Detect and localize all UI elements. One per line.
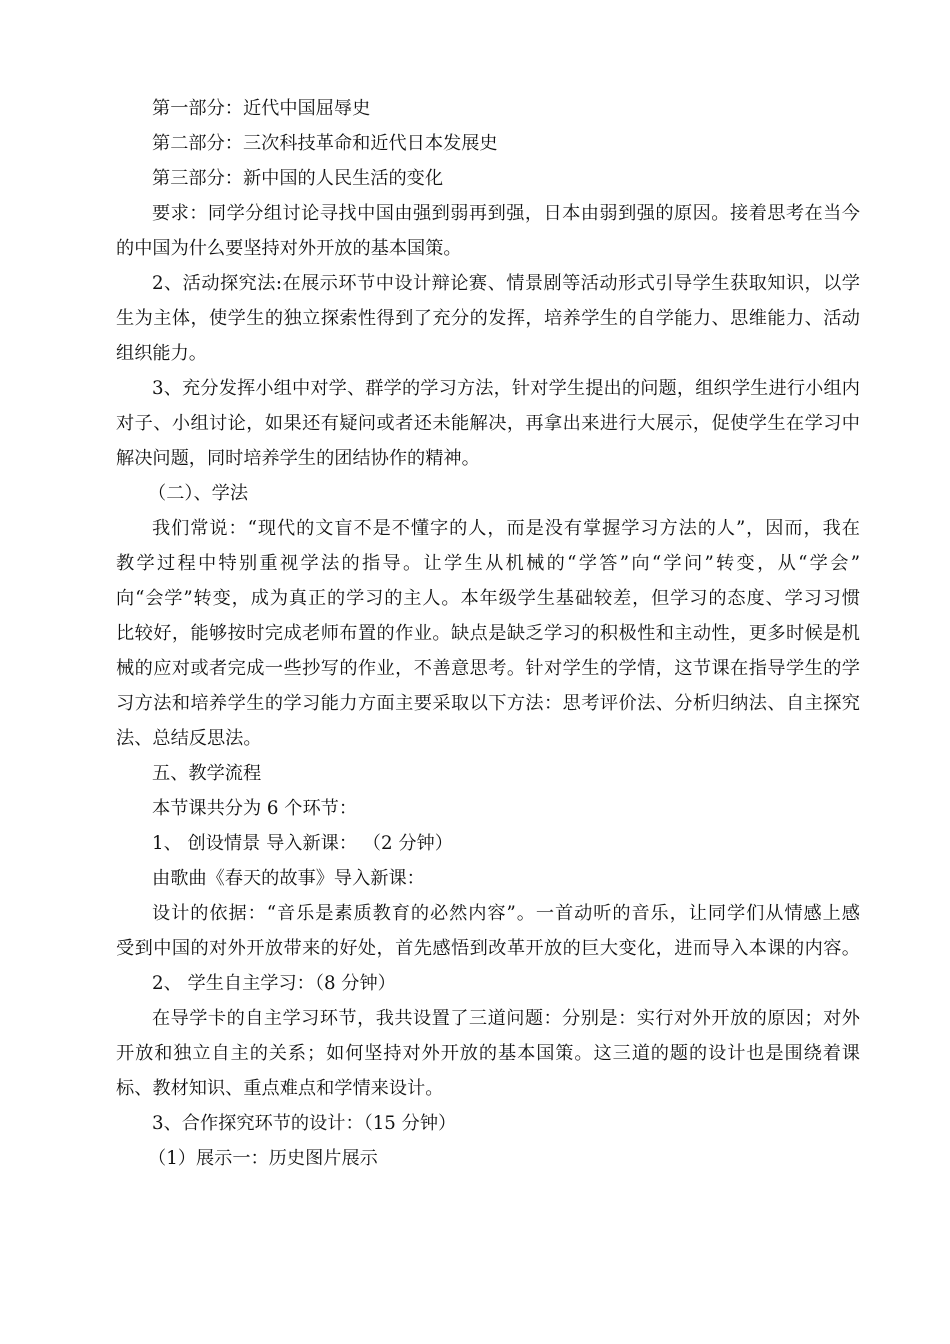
text-line: 开放和独立自主的关系；如何坚持对外开放的基本国策。这三道的题的设计也是围绕着课: [116, 1043, 860, 1064]
text-line: 3、充分发挥小组中对学、群学的学习方法，针对学生提出的问题，组织学生进行小组内: [152, 378, 860, 399]
text-line: 习方法和培养学生的学习能力方面主要采取以下方法：思考评价法、分析归纳法、自主探究: [116, 693, 860, 714]
text-line: 组织能力。: [116, 343, 207, 364]
text-line: 标、教材知识、重点难点和学情来设计。: [116, 1078, 444, 1099]
text-line: 第三部分：新中国的人民生活的变化: [152, 168, 444, 189]
text-line: 生为主体，使学生的独立探索性得到了充分的发挥，培养学生的自学能力、思维能力、活动: [116, 308, 860, 329]
section-heading: （二）、学法: [148, 483, 249, 504]
step-heading: 3、合作探究环节的设计：（15 分钟）: [152, 1113, 457, 1134]
text-line: 第二部分：三次科技革命和近代日本发展史: [152, 133, 498, 154]
text-line: 比较好，能够按时完成老师布置的作业。缺点是缺乏学习的积极性和主动性，更多时候是机: [116, 623, 860, 644]
text-line: 设计的依据：“音乐是素质教育的必然内容”。一首动听的音乐，让同学们从情感上感: [152, 903, 860, 924]
text-line: 对子、小组讨论，如果还有疑问或者还未能解决，再拿出来进行大展示，促使学生在学习中: [116, 413, 860, 434]
sub-step-heading: （1）展示一：历史图片展示: [148, 1148, 378, 1169]
section-heading: 五、教学流程: [152, 763, 262, 784]
step-heading: 2、 学生自主学习：（8 分钟）: [152, 973, 396, 994]
text-line: 向“会学”转变，成为真正的学习的主人。本年级学生基础较差，但学习的态度、学习习惯: [116, 588, 860, 609]
text-line: 第一部分：近代中国屈辱史: [152, 98, 371, 119]
text-line: 我们常说：“现代的文盲不是不懂字的人，而是没有掌握学习方法的人”，因而，我在: [152, 518, 860, 539]
text-line: 要求：同学分组讨论寻找中国由强到弱再到强，日本由弱到强的原因。接着思考在当今: [152, 203, 860, 224]
text-line: 法、总结反思法。: [116, 728, 262, 749]
step-heading: 1、 创设情景 导入新课： （2 分钟）: [152, 833, 453, 854]
text-line: 本节课共分为 6 个环节：: [152, 798, 358, 819]
text-line: 械的应对或者完成一些抄写的作业，不善意思考。针对学生的学情，这节课在指导学生的学: [116, 658, 860, 679]
text-line: 受到中国的对外开放带来的好处，首先感悟到改革开放的巨大变化，进而导入本课的内容。: [116, 938, 860, 959]
text-line: 由歌曲《春天的故事》导入新课：: [152, 868, 425, 889]
text-line: 解决问题，同时培养学生的团结协作的精神。: [116, 448, 480, 469]
text-line: 的中国为什么要坚持对外开放的基本国策。: [116, 238, 462, 259]
text-line: 2、活动探究法:在展示环节中设计辩论赛、情景剧等活动形式引导学生获取知识，以学: [152, 273, 860, 294]
text-line: 在导学卡的自主学习环节，我共设置了三道问题：分别是：实行对外开放的原因；对外: [152, 1008, 860, 1029]
text-line: 教学过程中特别重视学法的指导。让学生从机械的“学答”向“学问”转变，从“学会”: [116, 553, 860, 574]
